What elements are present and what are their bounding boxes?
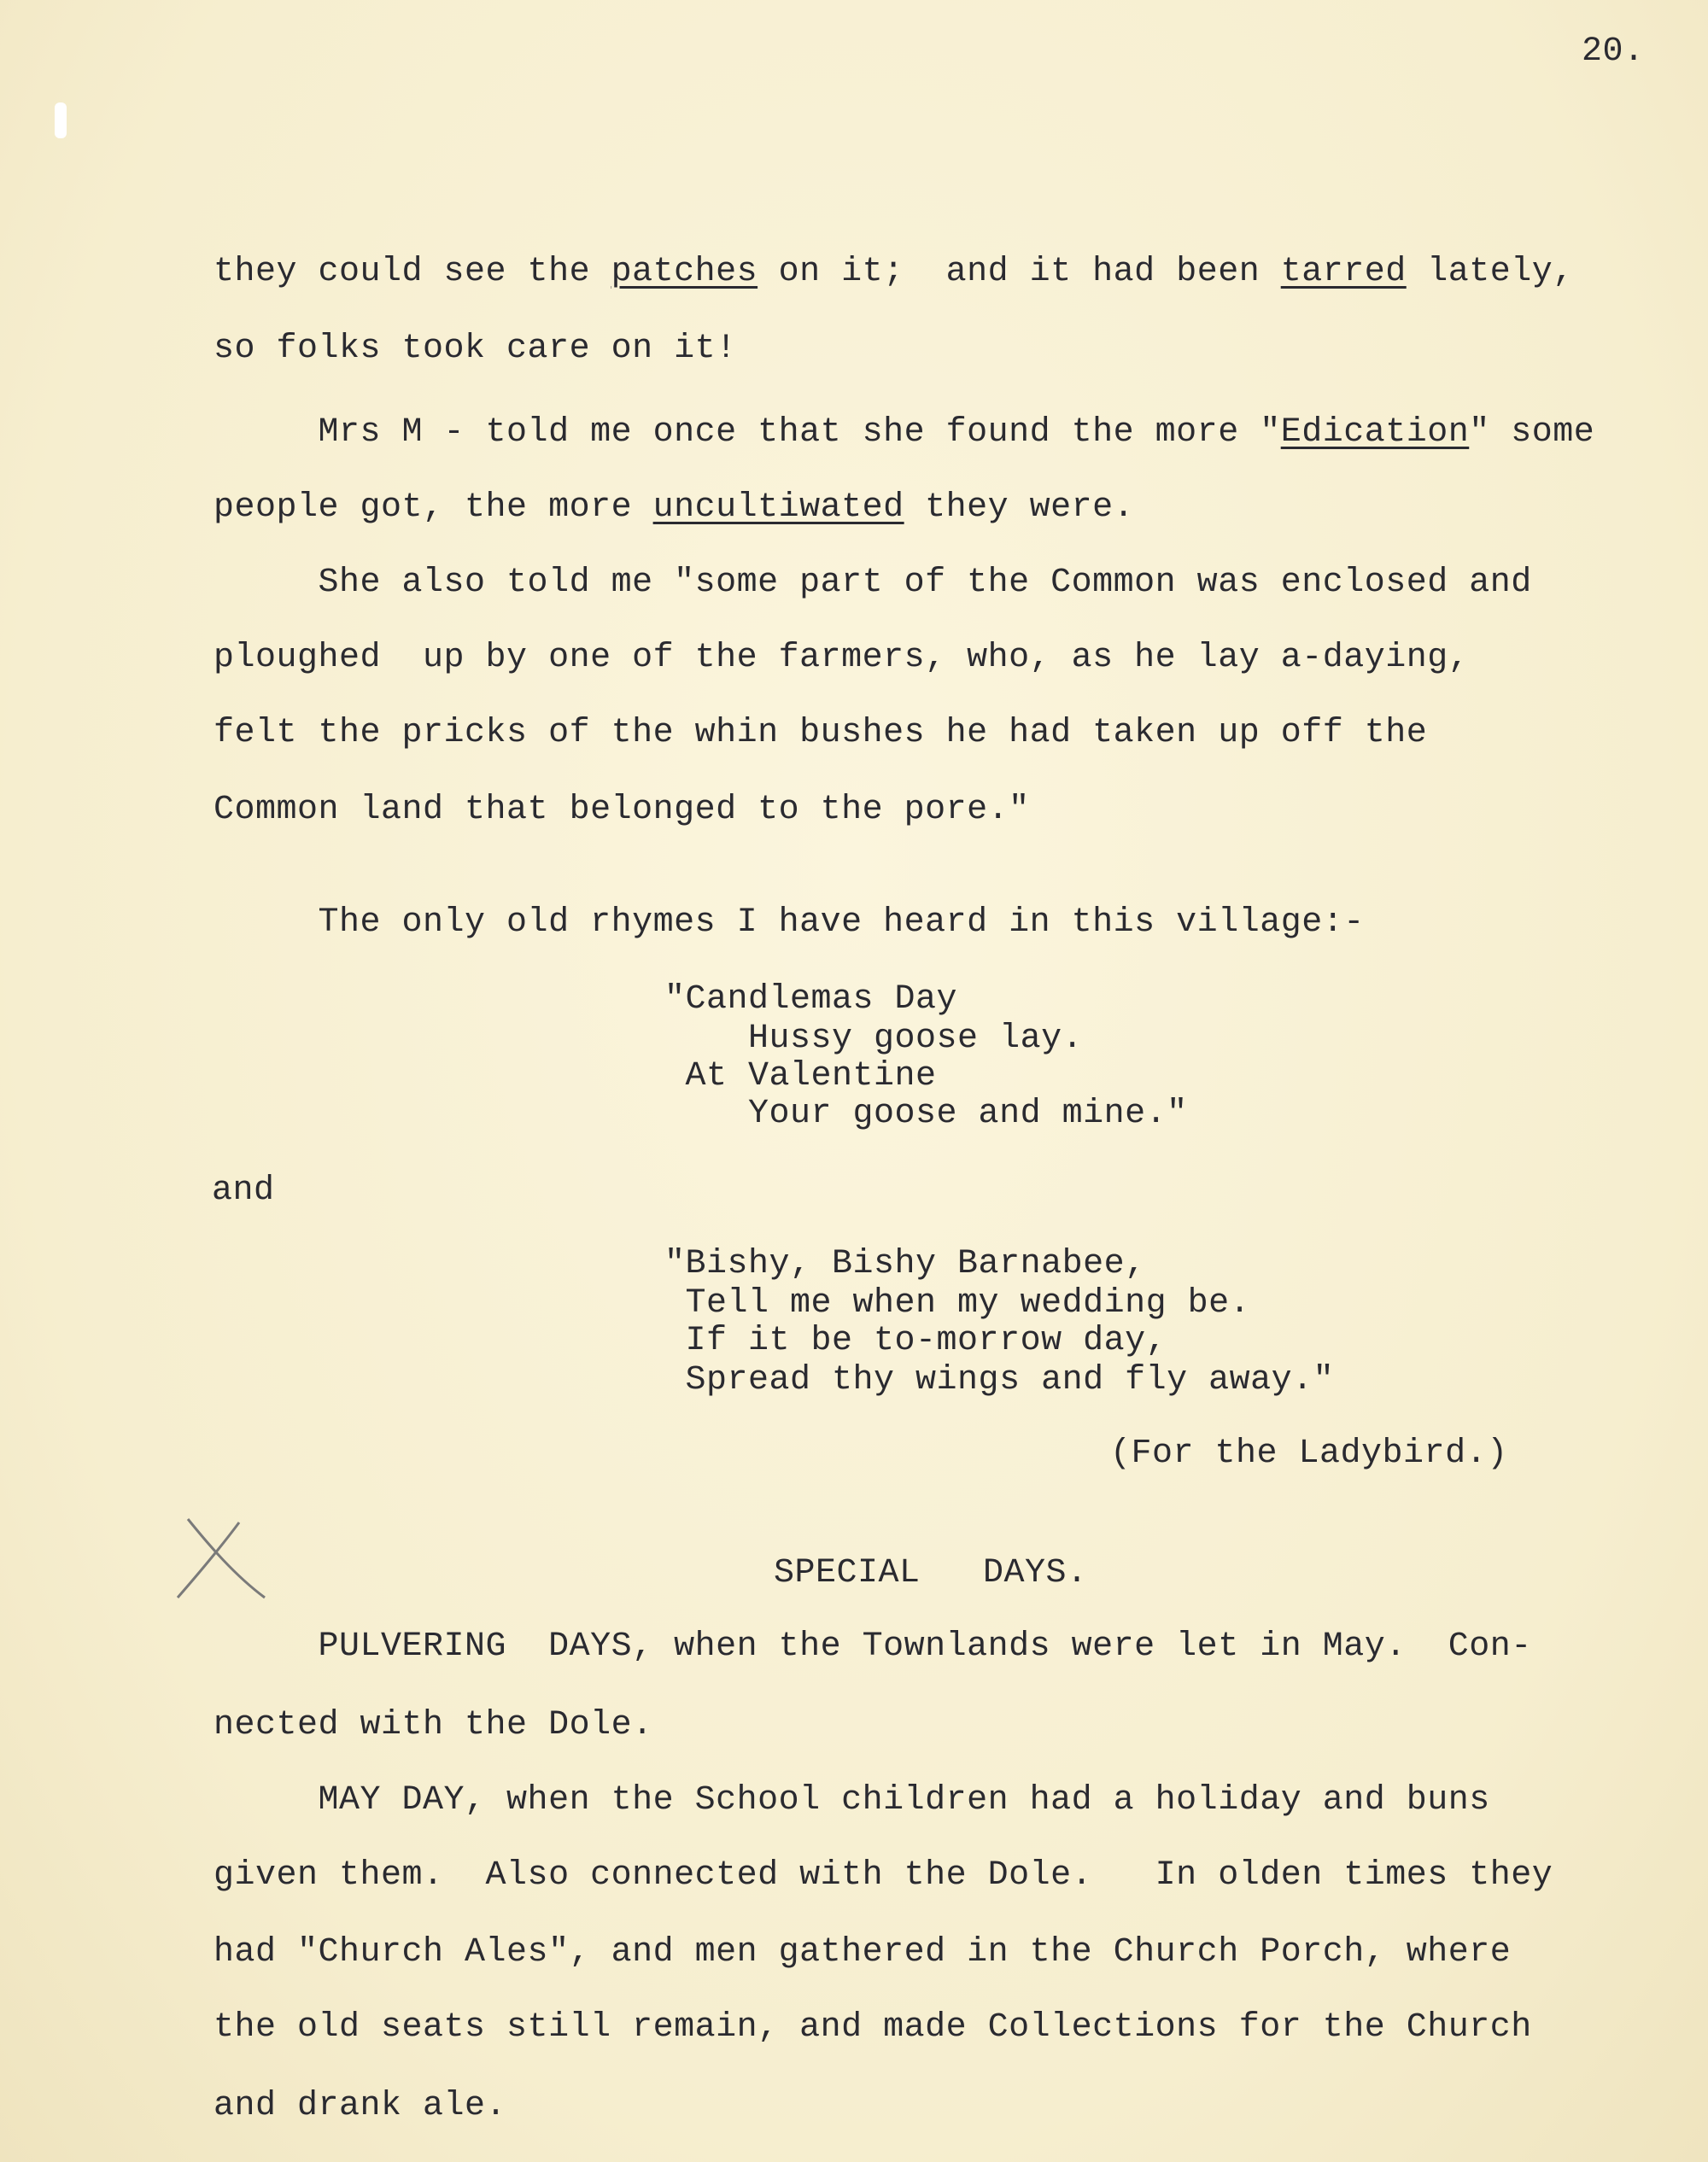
special-line-5: had "Church Ales", and men gathered in the Church Porch, where: [214, 1933, 1512, 1972]
text-line-3: Mrs M - told me once that she found the more "Edication" some: [214, 413, 1595, 452]
rhyme1-line-3: At Valentine: [664, 1057, 937, 1096]
text-line-1: they could see the patches on it; and it had been tarred lately,: [214, 253, 1574, 291]
special-line-2: nected with the Dole.: [214, 1706, 653, 1744]
rhyme2-line-1: "Bishy, Bishy Barnabee,: [664, 1245, 1146, 1283]
rhyme2-note: (For the Ladybird.): [1110, 1435, 1508, 1473]
rhyme2-line-4: Spread thy wings and fly away.": [664, 1361, 1335, 1399]
underlined-word-tarred: tarred: [1280, 253, 1407, 291]
pencil-x-mark: [171, 1516, 273, 1601]
underlined-word-edication: Edication: [1280, 413, 1470, 452]
rhyme2-line-3: If it be to-morrow day,: [664, 1322, 1167, 1360]
special-line-3: MAY DAY, when the School children had a holiday and buns: [214, 1781, 1490, 1820]
special-line-1: PULVERING DAYS, when the Townlands were let in May. Con-: [214, 1627, 1532, 1666]
special-line-6: the old seats still remain, and made Collections for the Church: [214, 2008, 1532, 2047]
text-line-5: She also told me "some part of the Common was enclosed and: [214, 564, 1532, 602]
section-heading: SPECIAL DAYS.: [774, 1554, 1088, 1592]
paper-edge-mark: [55, 102, 67, 138]
special-line-4: given them. Also connected with the Dole. In olden times they: [214, 1856, 1553, 1895]
rhyme1-line-2: Hussy goose lay.: [664, 1020, 1084, 1058]
text-line-8: Common land that belonged to the pore.": [214, 791, 1030, 829]
special-line-7: and drank ale.: [214, 2087, 507, 2125]
page-number: 20.: [1582, 32, 1645, 71]
text-line-4: people got, the more uncultiwated they were.: [214, 488, 1135, 527]
text-line-7: felt the pricks of the whin bushes he had taken up off the: [214, 714, 1428, 752]
text-line-6: ploughed up by one of the farmers, who, as he lay a-daying,: [214, 639, 1470, 677]
rhyme1-line-4: Your goose and mine.": [664, 1095, 1188, 1133]
text-line-2: so folks took care on it!: [214, 330, 737, 368]
underlined-word-uncultiwated: uncultiwated: [652, 488, 904, 527]
rhyme2-line-2: Tell me when my wedding be.: [664, 1284, 1251, 1323]
underlined-word-patches: patches: [611, 253, 758, 291]
rhyme1-line-1: "Candlemas Day: [664, 980, 958, 1019]
text-line-9: The only old rhymes I have heard in this village:-: [214, 903, 1365, 942]
and-word: and: [212, 1172, 275, 1210]
